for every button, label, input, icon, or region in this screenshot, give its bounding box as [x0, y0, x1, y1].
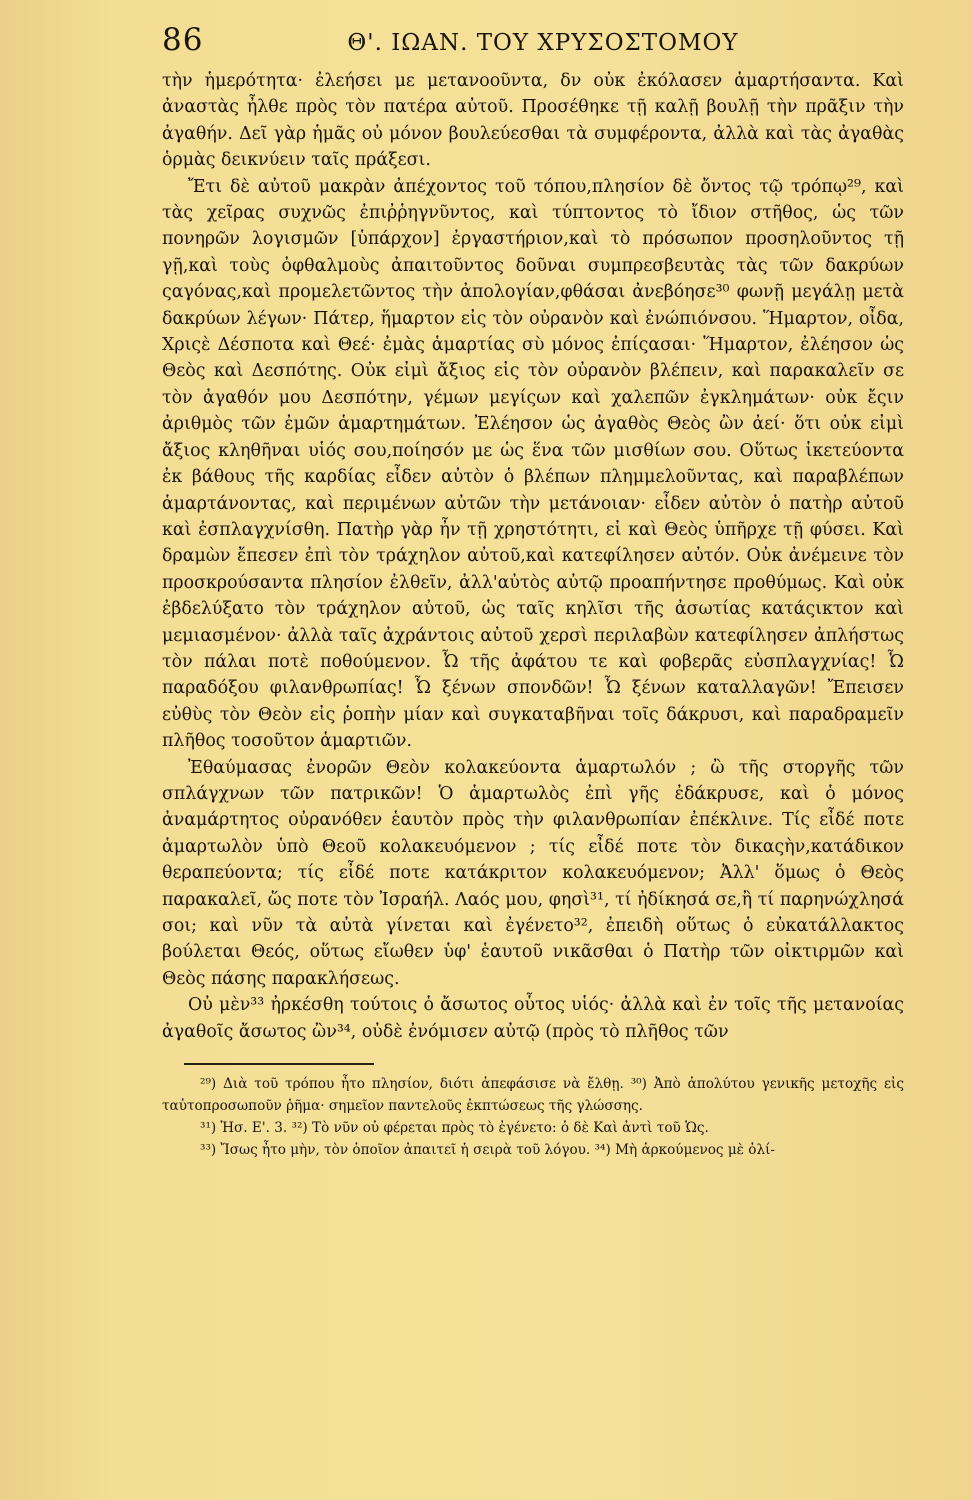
footnote-divider [184, 1063, 374, 1065]
main-text [162, 68, 904, 1045]
footnote: ³³) Ἴσως ἦτο μὴν, τὸν ὁποῖον ἀπαιτεῖ ἡ σειρὰ τοῦ λόγου. ³⁴) Μὴ ἀρκούμενος μὲ ὀλί- [200, 1142, 776, 1159]
paragraph: Οὐ μὲν³³ ἠρκέσθη τούτοις ὁ ἄσωτος οὗτος υἱός· ἀλλὰ καὶ ἐν τοῖς τῆς μετανοίας ἀγαθοῖς ἄσωτος ὢν³⁴, οὐδὲ ἐνόμισεν αὐτῷ (πρὸς τὸ πλῆθος τῶν [162, 995, 904, 1042]
running-title: Θ'. ΙΩΑΝ. ΤΟΥ ΧΡΥΣΟΣΤΟΜΟΥ [347, 30, 739, 56]
footnotes [162, 1073, 904, 1161]
paragraph: τὴν ἡμερότητα· ἐλεήσει με μετανοοῦντα, δν οὐκ ἐκόλασεν ἁμαρτήσαντα. Καὶ ἀναστὰς ἦλθε πρὸς τὸν πατέρα αὐτοῦ. Προσέθηκε τῇ καλῇ βουλῇ τὴν πρᾶξιν τὴν ἀγαθήν. Δεῖ γὰρ ἡμᾶς οὐ μόνον βουλεύεσθαι τὰ συμφέροντα, ἀλλὰ καὶ τὰς ἀγαθὰς ὁρμὰς δεικνύειν ταῖς πράξεσι. [162, 71, 904, 171]
footnote: ³¹) Ἡσ. Ε'. 3. ³²) Τὸ νῦν οὐ φέρεται πρὸς τὸ ἐγένετο: ὁ δὲ Καὶ ἀντὶ τοῦ Ὡς. [200, 1120, 709, 1137]
page-header [162, 22, 904, 68]
paragraph: Ἐθαύμασας ἐνορῶν Θεὸν κολακεύοντα ἁμαρτωλόν ; ὢ τῆς στοργῆς τῶν σπλάγχνων τῶν πατρικῶν! Ὁ ἁμαρτωλὸς ἐπὶ γῆς ἐδάκρυσε, καὶ ὁ μόνος ἀναμάρτητος οὐρανόθεν ἑαυτὸν πρὸς τὴν φιλανθρωπίαν ἐπέκλινε. Τίς εἶδέ ποτε ἁμαρτωλὸν ὑπὸ Θεοῦ κολακευόμενον ; τίς εἶδέ ποτε τὸν δικαςὴν,κατάδικον θεραπεύοντα; τίς εἶδέ ποτε κατάκριτον κολακευόμενον; Ἀλλ' ὅμως ὁ Θεὸς παρακαλεῖ, ὥς ποτε τὸν Ἰσραήλ. Λαός μου, φησὶ³¹, τί ἠδίκησά σε,ἢ τί παρηνώχλησά σοι; καὶ νῦν τὰ αὐτὰ γίνεται καὶ ἐγένετο³², ἐπειδὴ οὕτως ὁ εὐκατάλλακτος βούλεται Θεός, οὕτως εἴωθεν ὑφ' ἑαυτοῦ νικᾶσθαι ὁ Πατὴρ τῶν οἰκτιρμῶν καὶ Θεὸς πάσης παρακλήσεως. [162, 757, 904, 989]
paragraph: Ἔτι δὲ αὐτοῦ μακρὰν ἀπέχοντος τοῦ τόπου,πλησίον δὲ ὄντος τῷ τρόπῳ²⁹, καὶ τὰς χεῖρας συχνῶς ἐπιῤῥηγνῦντος, καὶ τύπτοντος τὸ ἴδιον στῆθος, ὡς τῶν πονηρῶν λογισμῶν [ὑπάρχον] ἐργαστήριον,καὶ τὸ πρόσωπον προσηλοῦντος τῇ γῇ,καὶ τοὺς ὀφθαλμοὺς ἀπαιτοῦντος δοῦναι συμπρεσβευτὰς τὰς τῶν δακρύων ςαγόνας,καὶ προμελετῶντος τὴν ἀπολογίαν,φθάσαι ἀνεβόησε³⁰ φωνῇ μεγάλῃ μετὰ δακρύων λέγων· Πάτερ, ἥμαρτον εἰς τὸν οὐρανὸν καὶ ἐνώπιόνσου. Ἥμαρτον, οἶδα, Χριςὲ Δέσποτα καὶ Θεέ· ἐμὰς ἁμαρτίας σὺ μόνος ἐπίςασαι· Ἥμαρτον, ἐλέησον ὡς Θεὸς καὶ Δεσπότης. Οὐκ εἰμὶ ἄξιος εἰς τὸν οὐρανὸν βλέπειν, καὶ παρακαλεῖν σε τὸν ἀγαθόν μου Δεσπότην, γέμων μεγίςων καὶ χαλεπῶν ἐγκλημάτων· οὐκ ἔςιν ἀριθμὸς τῶν ἐμῶν ἁμαρτημάτων. Ἐλέησον ὡς ἀγαθὸς Θεὸς ὢν ἀεί· ὅτι οὐκ εἰμὶ ἄξιος κληθῆναι υἱός σου,ποίησόν με ὡς ἕνα τῶν μισθίων σου. Οὕτως ἱκετεύοντα ἐκ βάθους τῆς καρδίας εἶδεν αὐτὸν ὁ βλέπων πλημμελοῦντας, καὶ παραβλέπων ἁμαρτάνοντας, καὶ περιμένων αὐτῶν τὴν μετάνοιαν· εἶδεν αὐτὸν ὁ πατὴρ αὐτοῦ καὶ ἐσπλαγχνίσθη. Πατὴρ γὰρ ἦν τῇ χρηστότητι, εἰ καὶ Θεὸς ὑπῆρχε τῇ φύσει. Καὶ δραμὼν ἔπεσεν ἐπὶ τὸν τράχηλον αὐτοῦ,καὶ κατεφίλησεν αὐτόν. Οὐκ ἀνέμεινε τὸν προσκρούσαντα πλησίον ἐλθεῖν, ἀλλ'αὐτὸς αὐτῷ προαπήντησε προθύμως. Καὶ οὐκ ἐβδελύξατο τὸν τράχηλον αὐτοῦ, ὡς ταῖς κηλῖσι τῆς ἀσωτίας κατάςικτον καὶ μεμιασμένον· ἀλλὰ ταῖς ἀχράντοις αὐτοῦ χερσὶ περιλαβὼν κατεφίλησεν ἀπλήστως τὸν πάλαι ποτὲ ποθούμενον. Ὦ τῆς ἀφάτου τε καὶ φοβερᾶς εὐσπλαγχνίας! Ὦ παραδόξου φιλανθρωπίας! Ὦ ξένων σπονδῶν! Ὦ ξένων καταλλαγῶν! Ἔπεισεν εὐθὺς τὸν Θεὸν εἰς ῥοπὴν μίαν καὶ συγκαταβῆναι τοῖς δάκρυσι, καὶ παραδραμεῖν πλῆθος τοσοῦτον ἁμαρτιῶν. [162, 176, 904, 752]
page-number: 86 [162, 22, 204, 58]
footnote: ²⁹) Διὰ τοῦ τρόπου ἦτο πλησίον, διότι ἀπεφάσισε νὰ ἔλθῃ. ³⁰) Ἀπὸ ἀπολύτου γενικῆς μετοχῆς εἰς ταὐτοπροσωποῦν ῥῆμα· σημεῖον παντελοῦς ἐκπτώσεως τῆς γλώσσης. [162, 1076, 904, 1115]
